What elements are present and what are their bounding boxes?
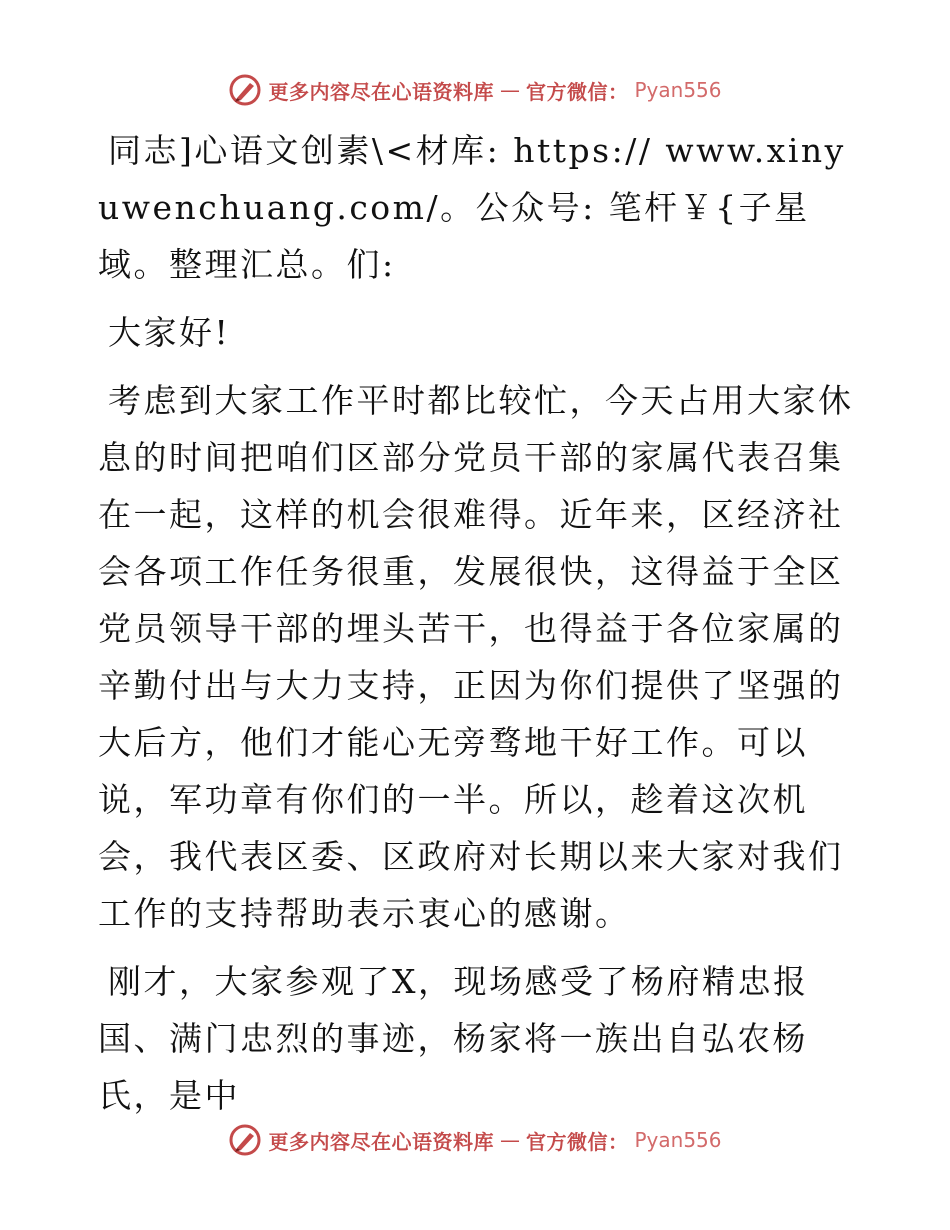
paragraph-greeting: 大家好! <box>108 313 231 352</box>
watermark-dash: — <box>499 1128 520 1152</box>
watermark-main-text: 更多内容尽在心语资料库 <box>268 1129 494 1154</box>
document-body <box>98 122 858 1124</box>
watermark-wechat-id: Pyan556 <box>634 1128 722 1152</box>
paragraph-thanks: 考虑到大家工作平时都比较忙，今天占用大家休息的时间把咱们区部分党员干部的家属代表召集在一起，这样的机会很难得。近年来，区经济社会各项工作任务很重，发展很快，这得益于全区党员领导干部的埋头苦干，也得益于各位家属的辛勤付出与大力支持，正因为你们提供了坚强的大后方，他们才能心无旁骛地干好工作。可以说，军功章有你们的一半。所以，趁着这次机会，我代表区委、区政府对长期以来大家对我们工作的支持帮助表示衷心的感谢。 <box>98 381 854 933</box>
watermark-main-text: 更多内容尽在心语资料库 <box>268 79 494 104</box>
watermark-dash: — <box>499 78 520 102</box>
footer-watermark <box>0 1122 950 1158</box>
watermark-wechat-id: Pyan556 <box>634 78 722 102</box>
pen-circle-logo-icon <box>228 1123 262 1157</box>
paragraph-visit: 刚才，大家参观了X，现场感受了杨府精忠报国、满门忠烈的事迹，杨家将一族出自弘农杨氏，是中 <box>98 962 809 1115</box>
watermark-official-label: 官方微信： <box>525 79 629 104</box>
watermark-official-label: 官方微信： <box>525 1129 629 1154</box>
pen-circle-logo-icon <box>228 73 262 107</box>
header-watermark <box>0 72 950 108</box>
paragraph-header: 同志]心语文创素\<材库: https:// www.xinyuwenchuang.com/。公众号: 笔杆￥{子星域。整理汇总。们: <box>98 131 846 284</box>
